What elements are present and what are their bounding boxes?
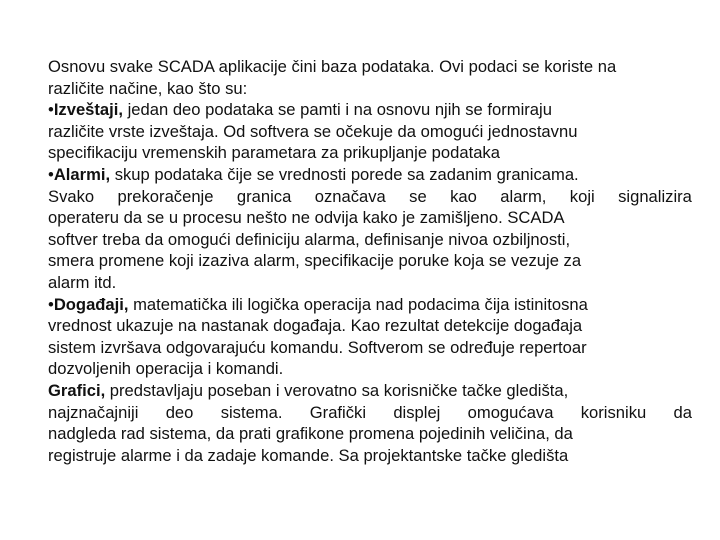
word: najznačajniji: [48, 402, 139, 422]
reports-line-2: različite vrste izveštaja. Od softvera se očekuje da omogući jednostavnu: [48, 121, 578, 141]
word: sistema.: [220, 402, 283, 422]
word: displej: [393, 402, 441, 422]
graphics-line-2: [48, 402, 692, 424]
events-line-1: [48, 294, 692, 316]
alarms-text: skup podataka čije se vrednosti porede sa zadanim granicama.: [110, 164, 579, 184]
bullet: •: [48, 164, 54, 184]
reports-line-1: [48, 99, 692, 121]
events-line-4: dozvoljenih operacija i komandi.: [48, 359, 284, 379]
word: alarm,: [500, 186, 547, 206]
events-text: matematička ili logička operacija nad podacima čija istinitosna: [128, 294, 588, 314]
intro-line-1: Osnovu svake SCADA aplikacije čini baza podataka. Ovi podaci se koriste na: [48, 57, 617, 76]
word: prekoračenje: [117, 186, 214, 206]
word: da: [673, 402, 692, 422]
word: koji: [569, 186, 595, 206]
alarms-line-6: alarm itd.: [48, 272, 117, 292]
graphics-line-4: registruje alarme i da zadaje komande. Sa projektantske tačke gledišta: [48, 445, 569, 465]
graphics-line-1: [48, 380, 692, 402]
events-line-3: sistem izvršava odgovarajuću komandu. Softverom se određuje repertoar: [48, 337, 587, 357]
graphics-term: Grafici,: [48, 380, 106, 400]
events-line-2: vrednost ukazuje na nastanak događaja. Kao rezultat detekcije događaja: [48, 316, 583, 336]
word: omogućava: [467, 402, 554, 422]
reports-term: Izveštaji,: [53, 100, 123, 120]
alarms-line-5: smera promene koji izaziva alarm, specifikacije poruke koja se vezuje za: [48, 251, 582, 271]
reports-text: jedan deo podataka se pamti i na osnovu njih se formiraju: [123, 100, 552, 120]
word: kao: [450, 186, 477, 206]
bullet: •: [48, 294, 54, 314]
reports-line-3: specifikaciju vremenskih parametara za prikupljanje podataka: [48, 143, 500, 163]
word: deo: [165, 402, 194, 422]
word: Svako: [48, 186, 95, 206]
graphics-text: predstavljaju poseban i verovatno sa korisničke tačke gledišta,: [105, 380, 569, 400]
word: korisniku: [580, 402, 647, 422]
graphics-line-3: nadgleda rad sistema, da prati grafikone promena pojedinih veličina, da: [48, 424, 573, 444]
word: se: [409, 186, 427, 206]
alarms-line-2: [48, 186, 692, 208]
word: granica: [236, 186, 292, 206]
intro-line-2: različite načine, kao što su:: [48, 78, 248, 98]
word: označava: [314, 186, 386, 206]
alarms-line-4: softver treba da omogući definiciju alarma, definisanje nivoa ozbiljnosti,: [48, 229, 571, 249]
word: Grafički: [309, 402, 367, 422]
events-term: Događaji,: [53, 294, 129, 314]
word: signalizira: [618, 186, 692, 206]
alarms-term: Alarmi,: [53, 164, 111, 184]
bullet: •: [48, 100, 54, 120]
document-body: [48, 56, 692, 466]
alarms-line-3: operateru da se u procesu nešto ne odvija kako je zamišljeno. SCADA: [48, 208, 565, 228]
alarms-line-1: [48, 164, 692, 186]
